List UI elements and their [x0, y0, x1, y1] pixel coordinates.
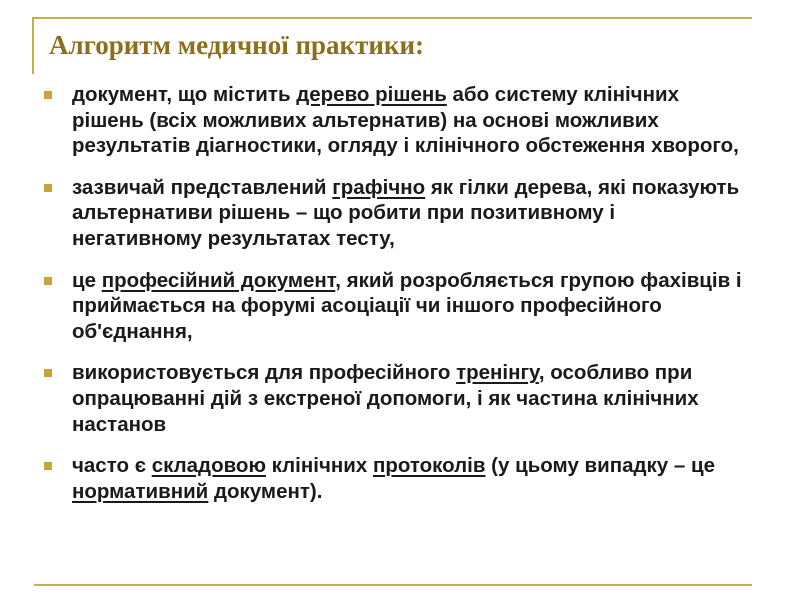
bullet-text: як гілки дерева, які показують альтернативи рішень – що робити при позитивному і негативному результатах тесту,: [72, 175, 740, 250]
bottom-rule: [34, 584, 752, 586]
square-bullet-icon: [44, 184, 52, 192]
underlined-term: дерево рішень: [296, 83, 447, 106]
bullet-item: [42, 360, 742, 437]
bullet-text: клінічних: [265, 454, 373, 478]
underlined-term: протоколів: [372, 454, 486, 478]
bullet-text: використовується для професійного: [72, 361, 457, 385]
underlined-term: складовою: [151, 454, 266, 478]
bullet-text: , який розробляється групою фахівців і приймається на форумі асоціації чи іншого професійного об'єднання,: [72, 268, 742, 343]
bullet-item: [42, 453, 742, 504]
square-bullet-icon: [44, 277, 52, 285]
square-bullet-icon: [44, 369, 52, 377]
bullet-item: [42, 82, 742, 159]
square-bullet-icon: [44, 462, 52, 470]
underlined-term: тренінгу: [456, 361, 539, 385]
square-bullet-icon: [44, 91, 52, 99]
bullet-text: або систему клінічних рішень (всіх можливих альтернатив) на основі можливих результатів діагностики, огляду і клінічного обстеження хворого,: [72, 83, 739, 158]
bullet-text: зазвичай представлений: [72, 175, 333, 199]
bullet-text: часто є: [72, 454, 152, 478]
bullet-item: [42, 175, 742, 252]
top-rule: [34, 17, 752, 19]
bullet-text: документ, що містить: [72, 83, 297, 106]
underlined-term: професійний документ: [101, 268, 336, 292]
bullet-text: документ).: [208, 479, 323, 503]
slide-title: Алгоритм медичної практики:: [49, 30, 425, 60]
bullet-text: , особливо при опрацюванні дій з екстреної допомоги, і як частина клінічних настанов: [72, 361, 699, 436]
bullet-item: [42, 268, 742, 345]
underlined-term: графічно: [332, 175, 426, 199]
bullet-text: (у цьому випадку – це: [485, 454, 715, 478]
bullet-text: це: [72, 268, 102, 292]
left-rule: [32, 17, 34, 74]
bullet-list: [42, 82, 742, 520]
underlined-term: нормативний: [72, 479, 209, 503]
